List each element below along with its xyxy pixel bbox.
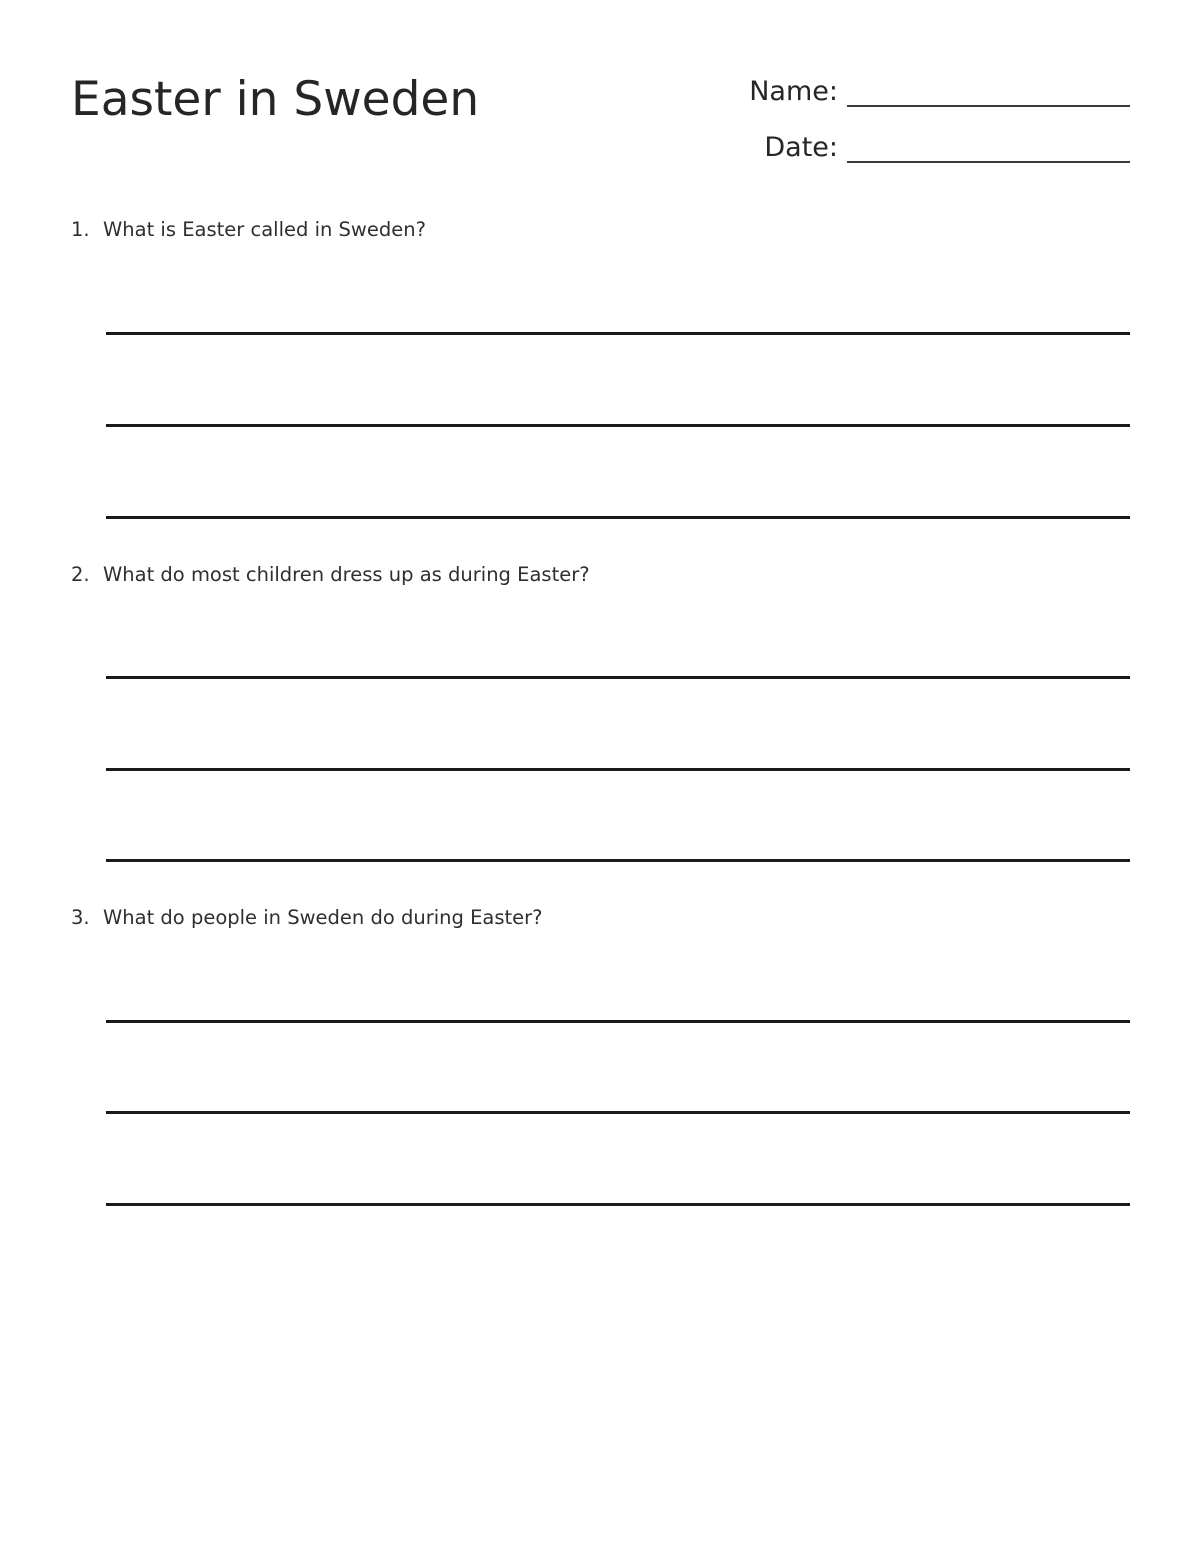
answer-line[interactable] (106, 332, 1130, 335)
question-number: 1. (71, 218, 90, 241)
question-number: 3. (71, 906, 90, 929)
answer-line[interactable] (106, 859, 1130, 862)
answer-line[interactable] (106, 1111, 1130, 1114)
answer-line[interactable] (106, 676, 1130, 679)
name-label: Name: (749, 76, 838, 107)
answer-line[interactable] (106, 768, 1130, 771)
name-field-row (749, 74, 1130, 110)
question-3 (71, 904, 543, 932)
answer-line[interactable] (106, 1020, 1130, 1023)
answer-line[interactable] (106, 424, 1130, 427)
date-label: Date: (764, 132, 838, 163)
question-2 (71, 561, 590, 589)
date-blank-line[interactable] (847, 161, 1130, 163)
question-text: What do most children dress up as during Easter? (103, 563, 590, 586)
question-1 (71, 216, 426, 244)
worksheet-title: Easter in Sweden (71, 72, 480, 127)
date-field-row (764, 130, 1130, 166)
question-number: 2. (71, 563, 90, 586)
answer-line[interactable] (106, 516, 1130, 519)
name-blank-line[interactable] (847, 105, 1130, 107)
answer-line[interactable] (106, 1203, 1130, 1206)
question-text: What do people in Sweden do during Easter? (103, 906, 543, 929)
question-text: What is Easter called in Sweden? (103, 218, 426, 241)
